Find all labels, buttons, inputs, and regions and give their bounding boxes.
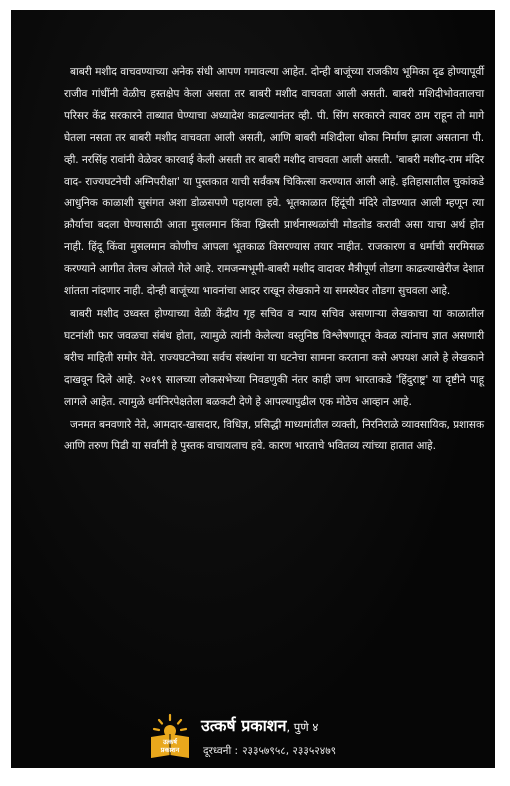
publisher-name-text: उत्कर्ष प्रकाशन [201,716,287,735]
blurb [64,62,484,458]
phone-label: दूरध्वनी : [203,745,239,757]
svg-text:प्रकाशन: प्रकाशन [160,746,180,754]
blurb-paragraph-1: बाबरी मशीद वाचवण्याच्या अनेक संधी आपण गमावल्या आहेत. दोन्ही बाजूंच्या राजकीय भूमिका दृढ होण्यापूर्वी राजीव गांधींनी वेळीच हस्तक्षेप केला असता तर बाबरी मशीद वाचवता आली असती. बाबरी मशिदीभोवतालचा परिसर केंद्र सरकारने ताब्यात घेण्याचा अध्यादेश काढल्यानंतर व्ही. पी. सिंग सरकारने त्यावर ठाम राहून तो मागे घेतला नसता तर बाबरी मशीद वाचवता आली असती, आणि बाबरी मशिदीला धोका निर्माण झाला असताना पी. व्ही. नरसिंह रावांनी वेळेवर कारवाई केली असती तर बाबरी मशीद वाचवता आली असती. 'बाबरी मशीद-राम मंदिर वाद- राज्यघटनेची अग्निपरीक्षा' या पुस्तकात याची सर्वंकष चिकित्सा करण्यात आली आहे. इतिहासातील चुकांकडे आधुनिक काळाशी सुसंगत अशा डोळसपणे पहायला हवे. भूतकाळात हिंदूंची मंदिरे तोडण्यात आली म्हणून त्या क्रौर्याचा बदला घेण्यासाठी आता मुसलमान किंवा ख्रिस्ती प्रार्थनास्थळांची मोडतोड करावी असा याचा अर्थ होत नाही. हिंदू किंवा मुसलमान कोणीच आपला भूतकाळ विसरण्यास तयार नाहीत. राजकारण व धर्माची सरमिसळ करण्याने आगीत तेलच ओतले गेले आहे. रामजन्मभूमी-बाबरी मशीद वादावर मैत्रीपूर्ण तोडगा काढल्याखेरीज देशात शांतता नांदणार नाही. दोन्ही बाजूंच्या भावनांचा आदर राखून लेखकाने या समस्येवर तोडगा सुचवला आहे. [64,66,484,298]
blurb-paragraph-3: जनमत बनवणारे नेते, आमदार-खासदार, विधिज्ञ, प्रसिद्धी माध्यमांतील व्यक्ती, निरनिराळे व्यावसायिक, प्रशासक आणि तरुण पिढी या सर्वांनी हे पुस्तक वाचायलाच हवे. कारण भारताचे भवितव्य त्यांच्या हातात आहे. [64,418,484,453]
publisher-logo [147,711,193,761]
blurb-paragraph-2: बाबरी मशीद उध्वस्त होण्याच्या वेळी केंद्रीय गृह सचिव व न्याय सचिव असणाऱ्या लेखकाचा या काळातील घटनांशी फार जवळचा संबंध होता, त्यामुळे त्यांनी केलेल्या वस्तुनिष्ठ विश्लेषणातून केवळ त्यांनाच ज्ञात असणारी बरीच माहिती समोर येते. राज्यघटनेच्या सर्वच संस्थांना या घटनेचा सामना करताना कसे अपयश आले हे लेखकाने दाखवून दिले आहे. २०१९ सालच्या लोकसभेच्या निवडणुकी नंतर काही जण भारताकडे 'हिंदुराष्ट्र' या दृष्टीने पाहू लागले आहेत. त्यामुळे धर्मनिरपेक्षतेला बळकटी देणे हे आपल्यापुढील एक मोठेच आव्हान आहे. [64,307,484,408]
publisher-name [201,714,318,736]
publisher-city: , पुणे ४ [286,720,319,734]
phone-numbers: २३३५७९५८, २३३५२४७९ [242,745,337,757]
svg-text:उत्कर्ष: उत्कर्ष [162,738,178,746]
publisher-phone [203,744,336,758]
back-cover [11,10,495,768]
publisher-block [147,711,487,767]
